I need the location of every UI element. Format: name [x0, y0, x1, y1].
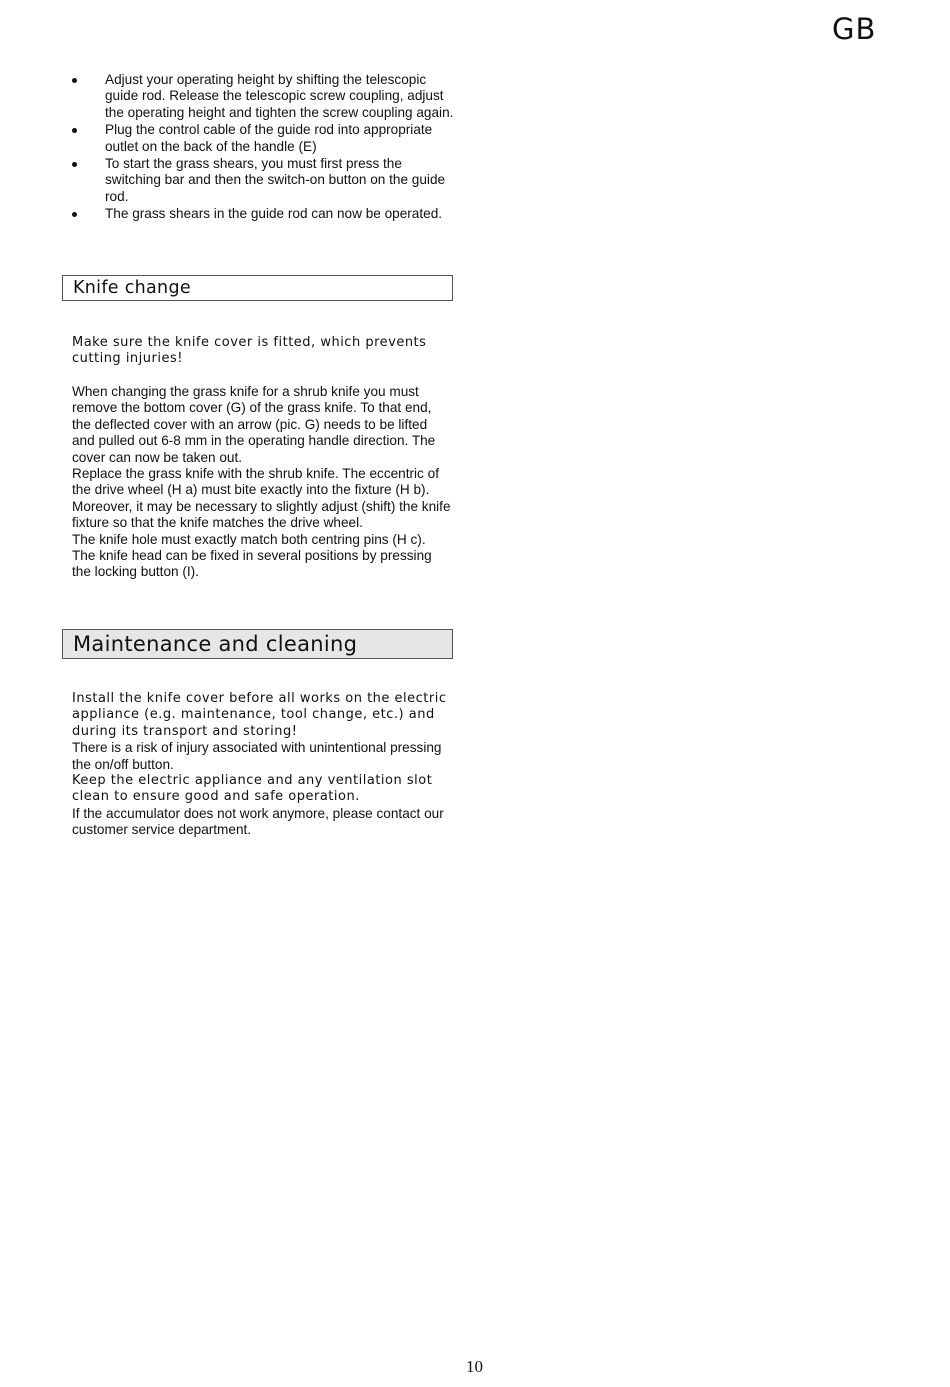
knife-change-paragraph: The knife hole must exactly match both centring pins (H c).	[72, 531, 426, 547]
instruction-text: To start the grass shears, you must first press the switching bar and then the switch-on button on the guide rod.	[105, 156, 446, 204]
knife-change-heading: Knife change	[62, 275, 453, 301]
maintenance-heading: Maintenance and cleaning	[62, 629, 453, 659]
knife-change-instructions	[72, 384, 452, 581]
maintenance-warning: Install the knife cover before all works on the electric appliance (e.g. maintenance, tool change, etc.) and during its transport and storing!	[72, 691, 447, 739]
instruction-text: Adjust your operating height by shifting the telescopic guide rod. Release the telescopic screw coupling, adjust the operating height and tighten the screw coupling again.	[105, 72, 454, 120]
knife-change-paragraph: The knife head can be fixed in several positions by pressing the locking button (I).	[72, 548, 432, 580]
knife-change-paragraph: Moreover, it may be necessary to slightly adjust (shift) the knife fixture so that the knife matches the drive wheel.	[72, 498, 451, 531]
bullet-icon	[72, 162, 77, 167]
knife-change-paragraph: When changing the grass knife for a shrub knife you must remove the bottom cover (G) of the grass knife. To that end, the deflected cover with an arrow (pic. G) needs to be lifted and pulled out 6-8 mm in the operating handle direction. The cover can now be taken out.	[72, 384, 436, 465]
injury-risk-note: There is a risk of injury associated with unintentional pressing the on/off button.	[72, 740, 442, 772]
keep-clean-note: Keep the electric appliance and any ventilation slot clean to ensure good and safe operation.	[72, 773, 433, 805]
instruction-text: Plug the control cable of the guide rod into appropriate outlet on the back of the handle (E)	[105, 122, 433, 154]
list-item	[62, 156, 455, 205]
instruction-text: The grass shears in the guide rod can now be operated.	[105, 206, 443, 222]
knife-change-paragraph: Replace the grass knife with the shrub knife. The eccentric of the drive wheel (H a) must bite exactly into the fixture (H b).	[72, 466, 439, 498]
maintenance-instructions	[72, 691, 452, 839]
list-item	[62, 206, 455, 222]
list-item	[62, 122, 455, 155]
language-code: GB	[832, 12, 877, 46]
bullet-icon	[72, 128, 77, 133]
page-number: 10	[466, 1357, 483, 1376]
knife-cover-warning: Make sure the knife cover is fitted, which prevents cutting injuries!	[72, 335, 427, 367]
customer-service-note: If the accumulator does not work anymore, please contact our customer service department.	[72, 805, 444, 838]
bullet-icon	[72, 78, 77, 83]
instruction-list	[62, 72, 455, 224]
list-item	[62, 72, 455, 121]
bullet-icon	[72, 212, 77, 217]
